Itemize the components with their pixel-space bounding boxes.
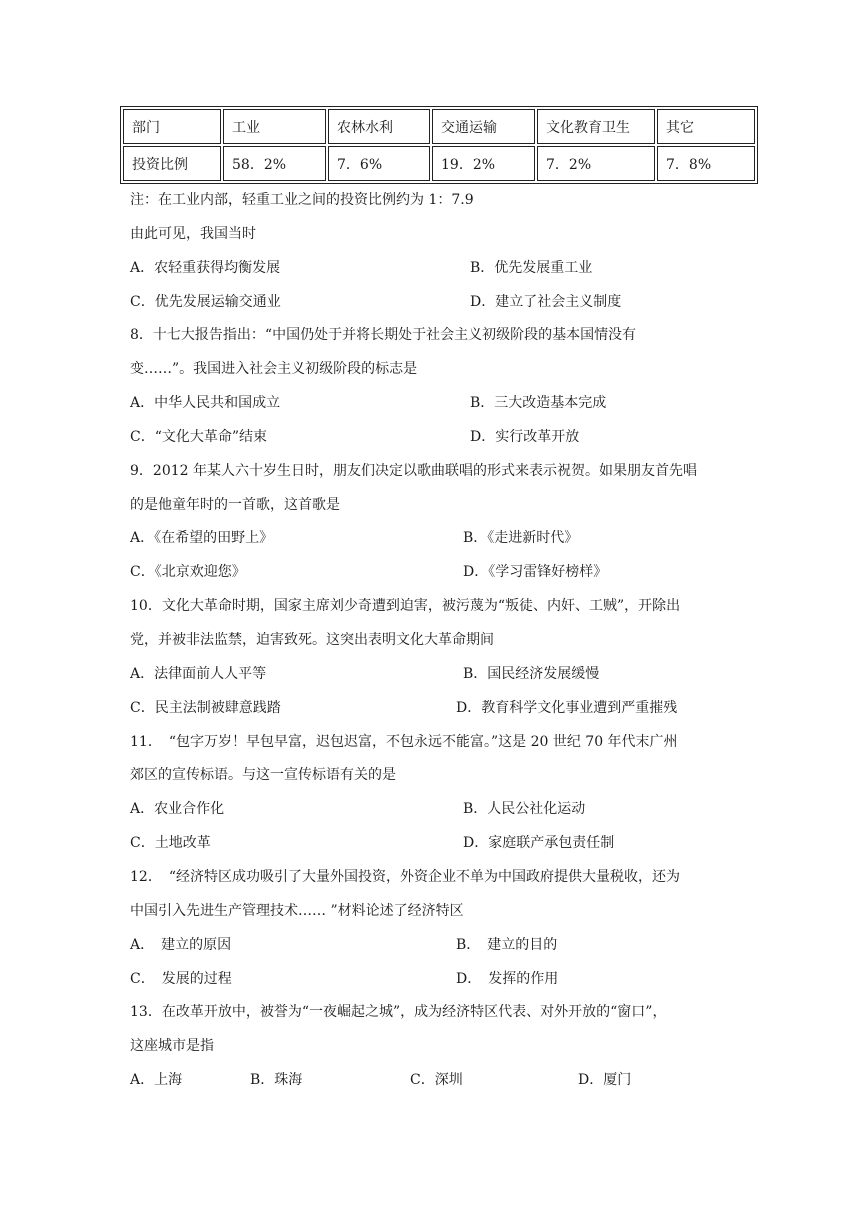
option-c: C．深圳 — [410, 1072, 463, 1088]
option-d: D．厦门 — [578, 1072, 632, 1088]
table-cell: 文化教育卫生 — [537, 109, 655, 144]
option-d: D．家庭联产承包责任制 — [463, 835, 615, 851]
table-cell: 19．2% — [432, 146, 535, 181]
table-cell: 7．2% — [537, 146, 655, 181]
table-cell: 农林水利 — [328, 109, 430, 144]
question-stem: 9．2012 年某人六十岁生日时，朋友们决定以歌曲联唱的形式来表示祝贺。如果朋友首先唱 — [130, 463, 697, 479]
option-d: D．教育科学文化事业遭到严重摧残 — [456, 700, 678, 716]
option-b: B．优先发展重工业 — [470, 260, 593, 276]
question-stem: 11． “包字万岁！早包早富，迟包迟富，不包永远不能富。”这是 20 世纪 70 年代末广州 — [130, 734, 678, 750]
option-a: A．法律面前人人平等 — [130, 666, 267, 682]
table-cell: 交通运输 — [432, 109, 535, 144]
option-c: C．民主法制被肆意践踏 — [130, 700, 281, 716]
table-cell: 58．2% — [223, 146, 326, 181]
question-stem: 由此可见，我国当时 — [130, 226, 256, 242]
option-b: B．国民经济发展缓慢 — [463, 666, 600, 682]
table-note: 注：在工业内部，轻重工业之间的投资比例约为 1：7.9 — [130, 192, 474, 208]
option-a: A．农轻重获得均衡发展 — [130, 260, 281, 276]
question-stem: 的是他童年时的一首歌，这首歌是 — [130, 497, 340, 513]
option-d: D．《学习雷锋好榜样》 — [463, 564, 608, 580]
option-c: C．“文化大革命”结束 — [130, 429, 268, 445]
option-c: C．《北京欢迎您》 — [130, 564, 246, 580]
question-stem: 中国引入先进生产管理技术…… ”材料论述了经济特区 — [130, 903, 464, 919]
option-a: A．《在希望的田野上》 — [130, 530, 274, 546]
table-cell: 部门 — [123, 109, 221, 144]
table-cell: 工业 — [223, 109, 326, 144]
option-a: A．中华人民共和国成立 — [130, 395, 281, 411]
table-row — [123, 146, 755, 181]
table-cell: 投资比例 — [123, 146, 221, 181]
question-stem: 8．十七大报告指出：“中国仍处于并将长期处于社会主义初级阶段的基本国情没有 — [130, 327, 637, 343]
option-b: B．《走进新时代》 — [463, 530, 579, 546]
option-d: D．实行改革开放 — [470, 429, 580, 445]
option-d: D． 发挥的作用 — [456, 971, 559, 987]
question-stem: 党，并被非法监禁，迫害致死。这突出表明文化大革命期间 — [130, 632, 494, 648]
table-cell: 其它 — [657, 109, 755, 144]
table-cell: 7．8% — [657, 146, 755, 181]
question-stem: 变……”。我国进入社会主义初级阶段的标志是 — [130, 361, 418, 377]
option-d: D．建立了社会主义制度 — [470, 294, 622, 310]
option-a: A．上海 — [130, 1072, 183, 1088]
question-stem: 郊区的宣传标语。与这一宣传标语有关的是 — [130, 767, 396, 783]
option-c: C． 发展的过程 — [130, 971, 232, 987]
option-b: B．三大改造基本完成 — [470, 395, 607, 411]
option-a: A． 建立的原因 — [130, 937, 232, 953]
option-b: B． 建立的目的 — [456, 937, 558, 953]
option-c: C．土地改革 — [130, 835, 211, 851]
question-stem: 13．在改革开放中，被誉为“一夜崛起之城”，成为经济特区代表、对外开放的“窗口”， — [130, 1004, 667, 1020]
option-b: B．珠海 — [250, 1072, 303, 1088]
option-c: C．优先发展运输交通业 — [130, 294, 281, 310]
table-cell: 7．6% — [328, 146, 430, 181]
option-a: A．农业合作化 — [130, 801, 225, 817]
option-b: B．人民公社化运动 — [463, 801, 586, 817]
table-header-row — [123, 109, 755, 144]
investment-table — [120, 106, 758, 184]
question-stem: 12． “经济特区成功吸引了大量外国投资，外资企业不单为中国政府提供大量税收，还为 — [130, 869, 680, 885]
question-stem: 这座城市是指 — [130, 1038, 214, 1054]
question-stem: 10．文化大革命时期，国家主席刘少奇遭到迫害，被污蔑为“叛徒、内奸、工贼”，开除出 — [130, 598, 681, 614]
